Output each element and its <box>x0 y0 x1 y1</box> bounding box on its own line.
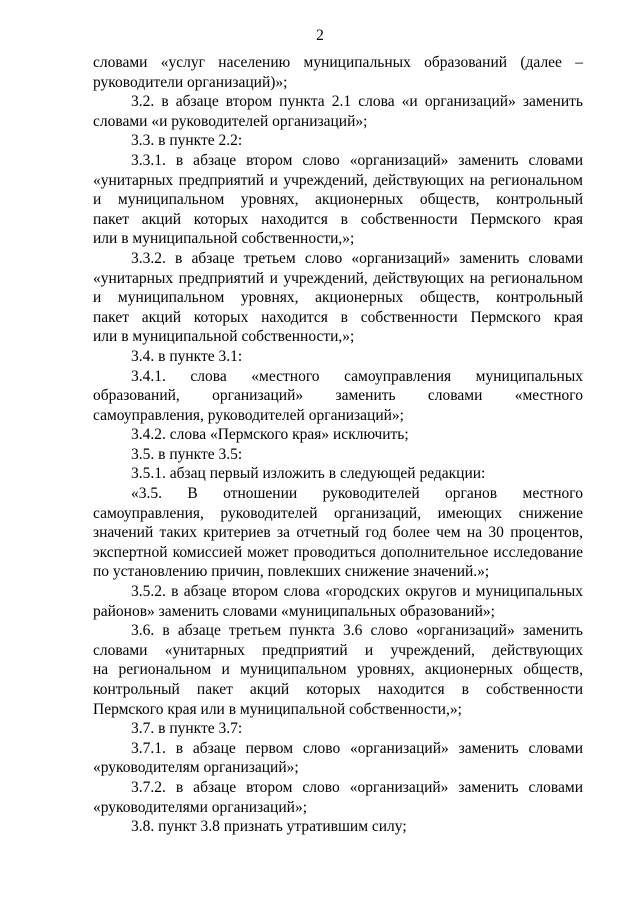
text-line: «3.5. В отношении руководителей органов местного <box>131 485 583 503</box>
text-line: 3.4.2. слова «Пермского края» исключить; <box>131 426 409 444</box>
paragraph <box>93 249 583 347</box>
text-line: «унитарных предприятий и учреждений, действующих на региональном <box>93 269 583 287</box>
paragraph <box>93 347 583 367</box>
text-line: 3.3.1. в абзаце втором слово «организаций» заменить словами <box>131 151 583 169</box>
text-line: Пермского края или в муниципальной собственности,»; <box>93 700 462 718</box>
paragraph <box>93 778 583 817</box>
paragraph <box>93 817 583 837</box>
text-line: 3.5. в пункте 3.5: <box>131 445 243 463</box>
text-line: 3.6. в абзаце третьем пункта 3.6 слово «организаций» заменить <box>131 622 583 640</box>
paragraph <box>93 464 583 484</box>
paragraph <box>93 425 583 445</box>
paragraph <box>93 151 583 249</box>
page-number: 2 <box>316 27 324 44</box>
text-line: образований, организаций» заменить словами «местного <box>93 387 583 405</box>
text-line: или в муниципальной собственности,»; <box>93 328 355 346</box>
text-line: районов» заменить словами «муниципальных образований»; <box>93 602 495 620</box>
text-line: «руководителям организаций»; <box>93 759 299 777</box>
text-line: 3.5.1. абзац первый изложить в следующей редакции: <box>131 465 486 483</box>
text-line: пакет акций которых находится в собственности Пермского края <box>93 308 583 326</box>
text-line: 3.3.2. в абзаце третьем слово «организаций» заменить словами <box>131 249 583 267</box>
paragraph <box>93 92 583 131</box>
text-line: 3.7.2. в абзаце втором слово «организаций» заменить словами <box>131 778 583 796</box>
text-line: или в муниципальной собственности,»; <box>93 230 355 248</box>
text-line: 3.5.2. в абзаце втором слова «городских округов и муниципальных <box>131 583 583 601</box>
text-line: 3.3. в пункте 2.2: <box>131 132 243 150</box>
text-line: руководители организаций)»; <box>93 73 288 91</box>
paragraph <box>93 621 583 719</box>
text-line: самоуправления, руководителей организаций»; <box>93 406 404 424</box>
paragraph <box>93 719 583 739</box>
text-line: 3.4. в пункте 3.1: <box>131 347 243 365</box>
paragraph <box>93 367 583 426</box>
text-line: словами «и руководителей организаций»; <box>93 112 368 130</box>
text-line: значений таких критериев за отчетный год более чем на 30 процентов, <box>93 524 583 542</box>
paragraph <box>93 445 583 465</box>
text-line: 3.8. пункт 3.8 признать утратившим силу; <box>131 818 407 836</box>
text-line: словами «унитарных предприятий и учреждений, действующих <box>93 641 583 659</box>
paragraph <box>93 131 583 151</box>
text-line: словами «услуг населению муниципальных образований (далее – <box>93 54 583 71</box>
text-line: на региональном и муниципальном уровнях, акционерных обществ, <box>93 661 583 679</box>
text-line: экспертной комиссией может проводиться дополнительное исследование <box>93 543 583 561</box>
text-line: самоуправления, руководителей организаций, имеющих снижение <box>93 504 583 522</box>
text-line: пакет акций которых находится в собственности Пермского края <box>93 210 583 228</box>
paragraph <box>93 53 583 92</box>
text-line: и муниципальном уровнях, акционерных обществ, контрольный <box>93 191 583 209</box>
text-line: и муниципальном уровнях, акционерных обществ, контрольный <box>93 289 583 307</box>
text-line: 3.4.1. слова «местного самоуправления муниципальных <box>131 367 583 385</box>
paragraph <box>93 739 583 778</box>
text-line: «унитарных предприятий и учреждений, действующих на региональном <box>93 171 583 189</box>
paragraph <box>93 484 583 582</box>
text-line: контрольный пакет акций которых находится в собственности <box>93 681 583 698</box>
text-line: 3.7. в пункте 3.7: <box>131 720 243 738</box>
text-line: 3.2. в абзаце втором пункта 2.1 слова «и организаций» заменить <box>131 93 583 111</box>
text-line: 3.7.1. в абзаце первом слово «организаций» заменить словами <box>131 739 583 757</box>
paragraph <box>93 582 583 621</box>
document-body <box>93 53 583 837</box>
text-line: по установлению причин, повлекших снижение значений.»; <box>93 563 490 581</box>
text-line: «руководителями организаций»; <box>93 798 308 816</box>
